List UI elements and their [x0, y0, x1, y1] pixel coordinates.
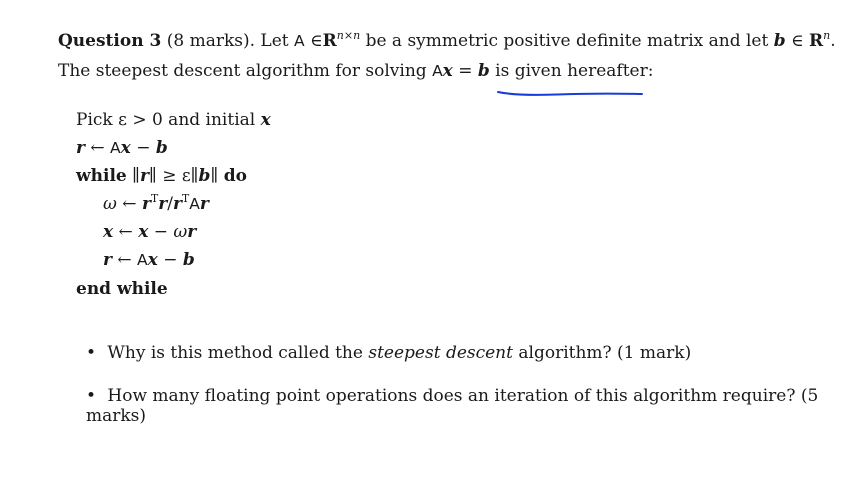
- algo-T-2: T: [181, 192, 190, 205]
- algo-b-2: b: [182, 250, 195, 270]
- algo-A: A: [110, 139, 121, 157]
- algo-line-end-while: [76, 279, 168, 299]
- bullet-dot-icon: •: [86, 343, 97, 363]
- algo-norm-close: ∥: [210, 166, 219, 186]
- question-marks: (8 marks).: [166, 31, 256, 51]
- question-text-2b: is given hereafter:: [495, 61, 654, 81]
- dim-nxn: n×n: [336, 29, 361, 42]
- algo-while-keyword: while: [76, 166, 127, 186]
- algo-pick-x: x: [260, 110, 271, 130]
- algo-x-lhs: x: [103, 222, 114, 242]
- algo-A-3: A: [137, 251, 148, 269]
- algo-line-pick: [76, 110, 271, 130]
- algo-line-omega: [103, 194, 209, 214]
- question-label: Question 3: [58, 31, 162, 51]
- algo-A-2: A: [189, 195, 200, 213]
- question-line-1: [58, 31, 836, 51]
- bullet-2-text: How many floating point operations does an iteration of this algorithm require? (5 marks): [86, 386, 819, 426]
- algo-r: r: [76, 138, 85, 158]
- algo-arrow-3: ←: [118, 222, 133, 242]
- bullet-item-2: [86, 386, 862, 426]
- vector-x: x: [442, 61, 453, 81]
- bullet-dot-icon-2: •: [86, 386, 97, 406]
- matrix-A: A: [294, 32, 305, 50]
- matrix-A-2: A: [432, 62, 443, 80]
- algo-minus-3: −: [163, 250, 178, 270]
- algo-minus: −: [136, 138, 151, 158]
- handwritten-underline: [497, 88, 643, 98]
- dim-n: n: [823, 29, 831, 42]
- bullet-1-text-b: algorithm? (1 mark): [518, 343, 692, 363]
- algo-pick-text: Pick ε > 0 and initial: [76, 110, 256, 130]
- algo-r-6: r: [103, 250, 112, 270]
- algo-while-b: b: [198, 166, 211, 186]
- equals-sign: =: [458, 61, 473, 81]
- bullet-1-emphasis: steepest descent: [368, 343, 513, 363]
- algo-omega: ω: [103, 194, 117, 214]
- algo-x-2: x: [147, 250, 158, 270]
- algo-arrow-4: ←: [117, 250, 132, 270]
- question-text-1a: Let: [260, 31, 289, 51]
- question-text-1b: be a symmetric positive definite matrix and let: [365, 31, 769, 51]
- vector-b-2: b: [477, 61, 490, 81]
- algo-line-while: [76, 166, 247, 186]
- algo-T-1: T: [150, 192, 159, 205]
- algo-while-r: r: [140, 166, 149, 186]
- algo-line-update-r: [103, 250, 195, 270]
- reals-symbol-2: R: [809, 31, 824, 51]
- algo-r-4: r: [199, 194, 209, 214]
- algo-r-2: r: [158, 194, 168, 214]
- algo-norm-open: ∥: [132, 166, 140, 186]
- element-of-symbol: ∈: [310, 31, 323, 51]
- vector-b: b: [773, 31, 786, 51]
- question-line-2: [58, 61, 653, 81]
- algo-line-residual-init: [76, 138, 168, 158]
- algo-slash: /: [167, 194, 173, 214]
- algo-arrow: ←: [90, 138, 105, 158]
- algo-minus-2: −: [153, 222, 168, 242]
- period: .: [830, 31, 836, 51]
- bullet-1-text-a: Why is this method called the: [107, 343, 363, 363]
- algo-omega-2: ω: [173, 222, 188, 242]
- bullet-item-1: [86, 343, 691, 363]
- algo-while-mid: ∥ ≥ ε∥: [148, 166, 199, 186]
- algo-r-3: r: [172, 194, 182, 214]
- algo-r-1: r: [141, 194, 151, 214]
- algo-arrow-2: ←: [122, 194, 137, 214]
- algo-line-update-x: [103, 222, 196, 242]
- algo-do-keyword: do: [223, 166, 247, 186]
- element-of-symbol-2: ∈: [791, 31, 804, 51]
- question-text-2a: The steepest descent algorithm for solving: [58, 61, 427, 81]
- algo-r-5: r: [187, 222, 197, 242]
- algo-x: x: [120, 138, 131, 158]
- algo-end-while-keyword: end while: [76, 279, 168, 299]
- algo-x-rhs: x: [138, 222, 149, 242]
- reals-symbol: R: [322, 31, 337, 51]
- algo-b: b: [155, 138, 168, 158]
